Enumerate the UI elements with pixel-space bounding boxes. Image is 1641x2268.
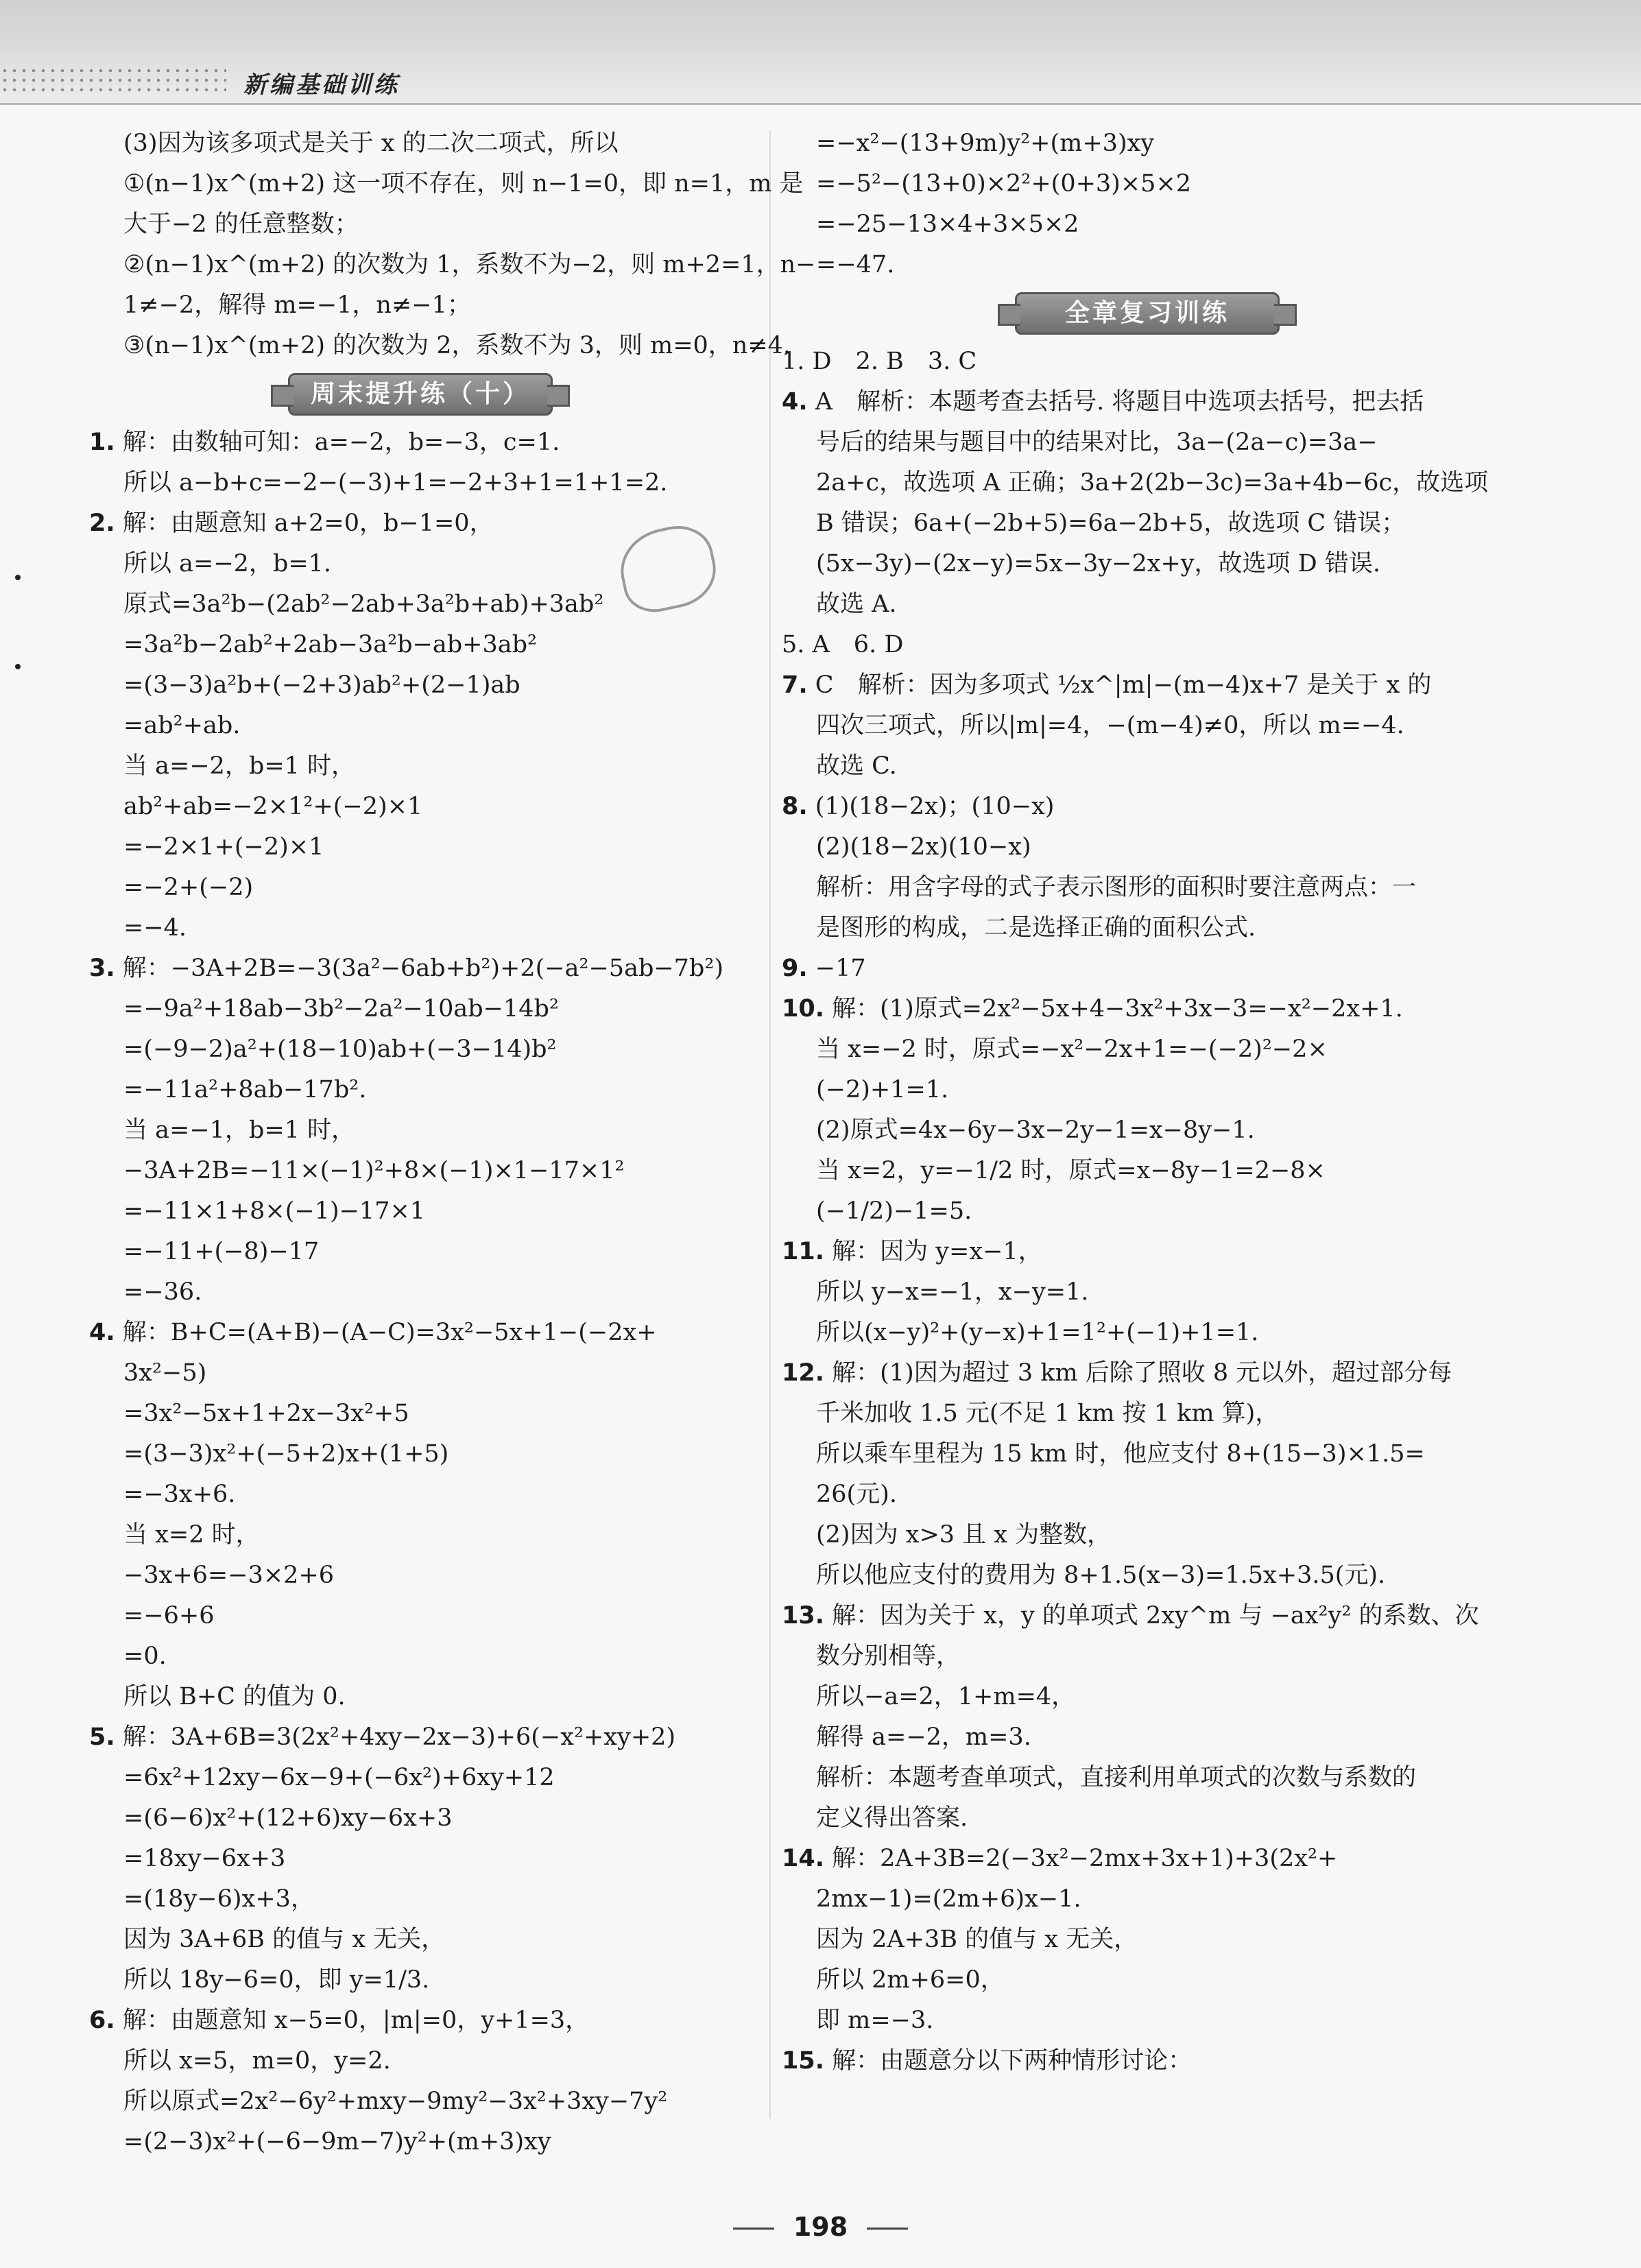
- text-line: [89, 1070, 761, 1110]
- text-line: [89, 625, 761, 665]
- text-line: [782, 1394, 1468, 1434]
- question-number: 12.: [782, 1359, 825, 1387]
- text-line: [782, 1758, 1468, 1798]
- line-text: 所以他应支付的费用为 8+1.5(x−3)=1.5x+3.5(元).: [816, 1562, 1386, 1589]
- line-text: =(−9−2)a²+(18−10)ab+(−3−14)b²: [123, 1036, 557, 1063]
- line-text: 所以 a=−2，b=1.: [123, 550, 332, 577]
- text-line: [89, 1920, 761, 1960]
- text-line: [782, 868, 1468, 908]
- line-text: 大于−2 的任意整数；: [123, 211, 359, 238]
- text-line: [782, 1029, 1468, 1070]
- line-text: 解：因为关于 x，y 的单项式 2xy^m 与 −ax²y² 的系数、次: [832, 1602, 1479, 1630]
- line-text: =−11+(−8)−17: [123, 1238, 320, 1265]
- text-line: [89, 1232, 761, 1272]
- text-line: [89, 1960, 761, 2001]
- question-number: 7.: [782, 671, 808, 699]
- line-text: =6x²+12xy−6x−9+(−6x²)+6xy+12: [123, 1764, 555, 1791]
- line-text: 所以 B+C 的值为 0.: [123, 1683, 346, 1710]
- text-line: [89, 1596, 761, 1636]
- text-line: [89, 245, 816, 285]
- line-text: =−2×1+(−2)×1: [123, 833, 324, 861]
- line-text: =−9a²+18ab−3b²−2a²−10ab−14b²: [123, 995, 559, 1023]
- text-line: [89, 1191, 761, 1232]
- text-line: [89, 1434, 761, 1475]
- text-line: [782, 123, 1468, 164]
- question-number: 6.: [89, 2007, 115, 2034]
- line-text: ③(n−1)x^(m+2) 的次数为 2，系数不为 3，则 m=0，n≠4.: [123, 332, 791, 359]
- header-dot-pattern: [0, 66, 226, 97]
- text-line: [89, 1353, 761, 1394]
- line-text: (1)(18−2x)；(10−x): [815, 793, 1055, 820]
- text-line: [782, 1798, 1468, 1839]
- text-line: [782, 1879, 1468, 1920]
- text-line: [782, 787, 1468, 827]
- text-line: [782, 544, 1468, 584]
- text-line: [782, 584, 1468, 625]
- text-line: [782, 1677, 1468, 1717]
- text-line: [89, 948, 761, 989]
- text-line: [782, 625, 1468, 665]
- question-number: 11.: [782, 1238, 825, 1265]
- line-text: ①(n−1)x^(m+2) 这一项不存在，则 n−1=0，即 n=1，m 是: [123, 170, 804, 198]
- line-text: ②(n−1)x^(m+2) 的次数为 1，系数不为−2，则 m+2=1，n−: [123, 251, 816, 278]
- margin-mark: [15, 575, 21, 580]
- text-line: [782, 827, 1468, 868]
- text-line: [782, 1353, 1468, 1394]
- line-text: 所以 18y−6=0，即 y=1/3.: [123, 1966, 430, 1994]
- text-line: [89, 1717, 761, 1758]
- text-line: [782, 1920, 1468, 1960]
- section-title: 周末提升练（十）: [288, 373, 553, 416]
- text-line: [782, 382, 1468, 422]
- line-text: 1≠−2，解得 m=−1，n≠−1；: [123, 291, 471, 319]
- line-text: 号后的结果与题目中的结果对比，3a−(2a−c)=3a−: [816, 429, 1378, 456]
- line-text: =−25−13×4+3×5×2: [816, 211, 1079, 238]
- question-number: 9.: [782, 955, 808, 982]
- line-text: 2mx−1)=(2m+6)x−1.: [816, 1885, 1081, 1913]
- question-number: 4.: [89, 1319, 115, 1346]
- line-text: =−47.: [816, 251, 895, 278]
- question-number: 13.: [782, 1602, 825, 1630]
- text-line: [782, 908, 1468, 948]
- line-text: 26(元).: [816, 1481, 897, 1508]
- section-banner-chapter-review: [782, 289, 1468, 336]
- line-text: 5. A 6. D: [782, 631, 904, 658]
- text-line: [782, 1070, 1468, 1110]
- line-text: 故选 A.: [816, 590, 897, 618]
- text-line: [89, 746, 761, 787]
- series-title: 新编基础训练: [243, 71, 400, 99]
- line-text: 1. D 2. B 3. C: [782, 348, 977, 375]
- line-text: (−2)+1=1.: [816, 1076, 949, 1103]
- text-line: [782, 1434, 1468, 1475]
- line-text: =−6+6: [123, 1602, 215, 1630]
- line-text: =−2+(−2): [123, 874, 254, 901]
- line-text: −3A+2B=−11×(−1)²+8×(−1)×1−17×1²: [123, 1157, 625, 1184]
- line-text: =−x²−(13+9m)y²+(m+3)xy: [816, 130, 1155, 157]
- text-line: [89, 1677, 761, 1717]
- question-number: 2.: [89, 510, 115, 537]
- text-line: [89, 1758, 761, 1798]
- line-text: 所以 2m+6=0，: [816, 1966, 1005, 1994]
- line-text: 当 x=2 时，: [123, 1521, 260, 1549]
- text-line: [89, 123, 761, 164]
- text-line: [89, 463, 761, 503]
- text-line: [89, 2081, 761, 2122]
- line-text: 故选 C.: [816, 752, 897, 780]
- line-text: 解：2A+3B=2(−3x²−2mx+3x+1)+3(2x²+: [832, 1845, 1338, 1872]
- text-line: [89, 1272, 761, 1313]
- line-text: =18xy−6x+3: [123, 1845, 286, 1872]
- line-text: 是图形的构成，二是选择正确的面积公式.: [816, 914, 1256, 942]
- line-text: 所以 a−b+c=−2−(−3)+1=−2+3+1=1+1=2.: [123, 469, 668, 497]
- text-line: [782, 1717, 1468, 1758]
- text-line: [89, 2122, 761, 2162]
- text-line: [89, 1110, 761, 1151]
- line-text: 解：(1)因为超过 3 km 后除了照收 8 元以外，超过部分每: [832, 1359, 1452, 1387]
- page-header: [0, 0, 1641, 105]
- text-line: [782, 1839, 1468, 1879]
- question-number: 10.: [782, 995, 825, 1023]
- text-line: [89, 2001, 761, 2041]
- line-text: (3)因为该多项式是关于 x 的二次二项式，所以: [123, 130, 619, 157]
- line-text: 原式=3a²b−(2ab²−2ab+3a²b+ab)+3ab²: [123, 590, 604, 618]
- text-line: [782, 1232, 1468, 1272]
- line-text: =0.: [123, 1643, 167, 1670]
- text-line: [782, 422, 1468, 463]
- line-text: 解：由数轴可知：a=−2，b=−3，c=1.: [122, 429, 560, 456]
- text-line: [89, 2041, 761, 2081]
- text-line: [782, 1313, 1468, 1353]
- text-line: [782, 1191, 1468, 1232]
- text-line: [782, 948, 1468, 989]
- question-number: 1.: [89, 429, 115, 456]
- text-line: [782, 2001, 1468, 2041]
- line-text: 解析：本题考查单项式，直接利用单项式的次数与系数的: [816, 1764, 1417, 1791]
- line-text: =−11×1+8×(−1)−17×1: [123, 1197, 426, 1225]
- line-text: =−11a²+8ab−17b².: [123, 1076, 367, 1103]
- text-line: [89, 326, 791, 366]
- line-text: 当 a=−2，b=1 时，: [123, 752, 356, 780]
- line-text: 当 x=−2 时，原式=−x²−2x+1=−(−2)²−2×: [816, 1036, 1328, 1063]
- line-text: 解：3A+6B=3(2x²+4xy−2x−3)+6(−x²+xy+2): [122, 1723, 676, 1751]
- text-line: [782, 1636, 1468, 1677]
- line-text: 因为 3A+6B 的值与 x 无关，: [123, 1926, 446, 1953]
- text-line: [782, 463, 1489, 503]
- text-line: [89, 706, 761, 746]
- column-divider: [769, 130, 771, 2119]
- text-line: [782, 204, 1468, 245]
- text-line: [782, 706, 1468, 746]
- line-text: (−1/2)−1=5.: [816, 1197, 972, 1225]
- page-number-footer: [0, 2212, 1641, 2242]
- line-text: 所以 x=5，m=0，y=2.: [123, 2047, 391, 2075]
- text-line: [782, 1110, 1468, 1151]
- text-line: [782, 665, 1468, 706]
- text-line: [89, 665, 761, 706]
- line-text: 即 m=−3.: [816, 2007, 934, 2034]
- line-text: 解：由题意分以下两种情形讨论：: [832, 2047, 1193, 2075]
- text-line: [89, 1394, 761, 1434]
- question-number: 5.: [89, 1723, 115, 1751]
- line-text: =3a²b−2ab²+2ab−3a²b−ab+3ab²: [123, 631, 538, 658]
- text-line: [89, 1839, 761, 1879]
- text-line: [89, 204, 761, 245]
- text-line: [89, 1151, 761, 1191]
- line-text: 四次三项式，所以|m|=4，−(m−4)≠0，所以 m=−4.: [816, 712, 1404, 739]
- question-number: 8.: [782, 793, 808, 820]
- line-text: =(6−6)x²+(12+6)xy−6x+3: [123, 1804, 453, 1832]
- line-text: −17: [815, 955, 866, 982]
- text-line: [782, 245, 1468, 285]
- line-text: =(2−3)x²+(−6−9m−7)y²+(m+3)xy: [123, 2128, 551, 2156]
- line-text: C 解析：因为多项式 ½x^|m|−(m−4)x+7 是关于 x 的: [815, 671, 1432, 699]
- line-text: 解：由题意知 x−5=0，|m|=0，y+1=3，: [122, 2007, 590, 2034]
- question-number: 4.: [782, 388, 808, 416]
- text-line: [782, 1475, 1468, 1515]
- text-line: [89, 989, 761, 1029]
- text-line: [89, 787, 761, 827]
- question-number: 14.: [782, 1845, 825, 1872]
- text-line: [782, 1596, 1479, 1636]
- line-text: 所以 y−x=−1，x−y=1.: [816, 1278, 1089, 1306]
- line-text: 解：−3A+2B=−3(3a²−6ab+b²)+2(−a²−5ab−7b²): [122, 955, 724, 982]
- line-text: =(18y−6)x+3，: [123, 1885, 315, 1913]
- page-number: 198: [793, 2212, 848, 2242]
- text-line: [782, 1960, 1468, 2001]
- line-text: B 错误；6a+(−2b+5)=6a−2b+5，故选项 C 错误；: [816, 510, 1406, 537]
- text-line: [782, 503, 1468, 544]
- text-line: [89, 1515, 761, 1555]
- text-line: [89, 164, 804, 204]
- line-text: (2)因为 x>3 且 x 为整数，: [816, 1521, 1112, 1549]
- line-text: 解：(1)原式=2x²−5x+4−3x²+3x−3=−x²−2x+1.: [832, 995, 1403, 1023]
- text-line: [89, 285, 761, 326]
- text-line: [89, 1475, 761, 1515]
- line-text: A 解析：本题考查去括号. 将题目中选项去括号，把去括: [815, 388, 1424, 416]
- text-line: [89, 1313, 761, 1353]
- text-line: [89, 908, 761, 948]
- text-line: [782, 342, 1468, 382]
- line-text: 当 x=2，y=−1/2 时，原式=x−8y−1=2−8×: [816, 1157, 1326, 1184]
- right-column: [782, 123, 1489, 2081]
- section-banner-weekend: [89, 370, 761, 417]
- text-line: [782, 1151, 1468, 1191]
- line-text: 3x²−5): [123, 1359, 207, 1387]
- line-text: =−36.: [123, 1278, 202, 1306]
- margin-mark: [15, 664, 21, 669]
- line-text: 数分别相等，: [816, 1643, 961, 1670]
- line-text: =−5²−(13+0)×2²+(0+3)×5×2: [816, 170, 1192, 198]
- line-text: 所以原式=2x²−6y²+mxy−9my²−3x²+3xy−7y²: [123, 2088, 668, 2115]
- text-line: [782, 1272, 1468, 1313]
- text-line: [89, 1029, 761, 1070]
- left-column: [89, 123, 816, 2162]
- text-line: [89, 584, 761, 625]
- text-line: [89, 544, 761, 584]
- line-text: 解：因为 y=x−1，: [832, 1238, 1042, 1265]
- line-text: =−4.: [123, 914, 187, 942]
- line-text: 定义得出答案.: [816, 1804, 968, 1832]
- question-number: 3.: [89, 955, 115, 982]
- text-line: [89, 1879, 761, 1920]
- line-text: 千米加收 1.5 元(不足 1 km 按 1 km 算)，: [816, 1400, 1280, 1427]
- line-text: −3x+6=−3×2+6: [123, 1562, 335, 1589]
- line-text: 当 a=−1，b=1 时，: [123, 1117, 356, 1144]
- text-line: [782, 1515, 1468, 1555]
- line-text: =(3−3)a²b+(−2+3)ab²+(2−1)ab: [123, 671, 520, 699]
- line-text: 解得 a=−2，m=3.: [816, 1723, 1031, 1751]
- line-text: 所以乘车里程为 15 km 时，他应支付 8+(15−3)×1.5=: [816, 1440, 1425, 1468]
- text-line: [89, 827, 761, 868]
- line-text: (5x−3y)−(2x−y)=5x−3y−2x+y，故选项 D 错误.: [816, 550, 1380, 577]
- text-line: [89, 1798, 761, 1839]
- text-line: [89, 1555, 761, 1596]
- line-text: 2a+c，故选项 A 正确；3a+2(2b−3c)=3a+4b−6c，故选项: [816, 469, 1489, 497]
- line-text: 所以(x−y)²+(y−x)+1=1²+(−1)+1=1.: [816, 1319, 1259, 1346]
- line-text: =−3x+6.: [123, 1481, 236, 1508]
- line-text: 解：由题意知 a+2=0，b−1=0，: [122, 510, 494, 537]
- line-text: ab²+ab=−2×1²+(−2)×1: [123, 793, 423, 820]
- text-line: [782, 1555, 1468, 1596]
- section-title: 全章复习训练: [1015, 292, 1280, 335]
- question-number: 15.: [782, 2047, 825, 2075]
- line-text: (2)(18−2x)(10−x): [816, 833, 1031, 861]
- line-text: 所以−a=2，1+m=4，: [816, 1683, 1076, 1710]
- text-line: [782, 164, 1468, 204]
- line-text: 解：B+C=(A+B)−(A−C)=3x²−5x+1−(−2x+: [122, 1319, 657, 1346]
- text-line: [89, 868, 761, 908]
- text-line: [782, 2041, 1468, 2081]
- text-line: [89, 503, 761, 544]
- line-text: =3x²−5x+1+2x−3x²+5: [123, 1400, 409, 1427]
- line-text: =(3−3)x²+(−5+2)x+(1+5): [123, 1440, 449, 1468]
- line-text: 解析：用含字母的式子表示图形的面积时要注意两点：一: [816, 874, 1417, 901]
- line-text: =ab²+ab.: [123, 712, 241, 739]
- line-text: (2)原式=4x−6y−3x−2y−1=x−8y−1.: [816, 1117, 1255, 1144]
- text-line: [782, 746, 1468, 787]
- text-line: [89, 1636, 761, 1677]
- line-text: 因为 2A+3B 的值与 x 无关，: [816, 1926, 1138, 1953]
- text-line: [782, 989, 1468, 1029]
- text-line: [89, 422, 761, 463]
